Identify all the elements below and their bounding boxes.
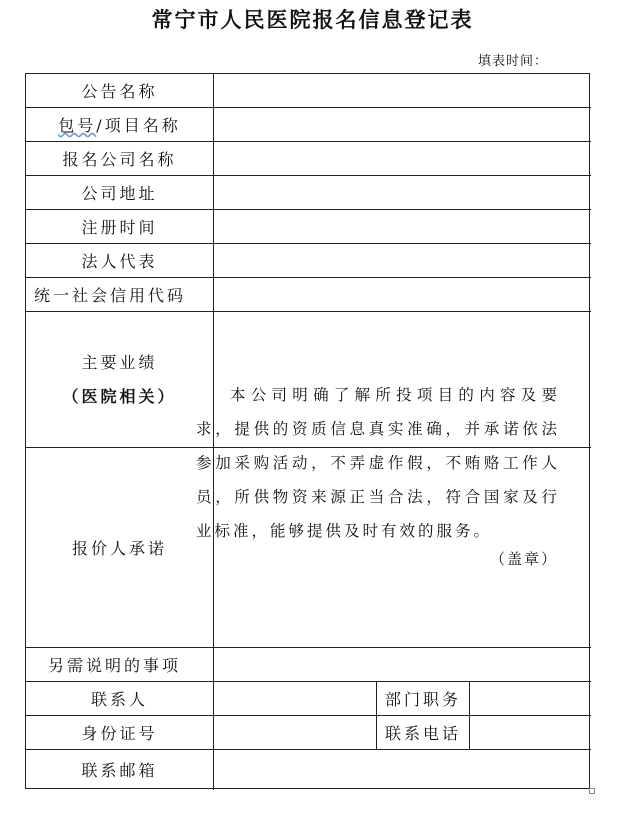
notice-name-field[interactable] (214, 74, 591, 107)
label-company-name: 报名公司名称 (62, 150, 177, 169)
label-contact-phone: 联系电话 (384, 724, 461, 743)
seal-label: （盖章） (490, 550, 559, 568)
fill-time-label: 填表时间： (478, 54, 549, 69)
label-legal-representative: 法人代表 (81, 252, 158, 271)
contact-person-field[interactable] (214, 682, 376, 715)
registration-time-field[interactable] (214, 210, 591, 243)
label-package-prefix: 包号 (58, 116, 97, 135)
label-quoter-promise: 报价人承诺 (71, 539, 167, 558)
label-id-number: 身份证号 (81, 724, 158, 743)
id-number-field[interactable] (214, 716, 376, 749)
label-company-address: 公司地址 (81, 184, 158, 203)
other-notes-field[interactable] (214, 648, 591, 681)
table-corner-marker (589, 788, 595, 794)
package-project-field[interactable] (214, 108, 591, 141)
label-other-notes: 另需说明的事项 (48, 656, 182, 675)
promise-text: 本公司明确了解所投项目的内容及要求，提供的资质信息真实准确，并承诺依法参加采购活动，不弄虚作假，不贿赂工作人员，所供物资来源正当合法，符合国家及行业标准，能够提供及时有效的服务。 (196, 386, 560, 540)
contact-phone-field[interactable] (470, 716, 591, 749)
company-address-field[interactable] (214, 176, 591, 209)
promise-statement (196, 378, 560, 548)
label-registration-time: 注册时间 (81, 218, 158, 237)
label-package-project (26, 108, 213, 141)
label-main-performance-group (26, 312, 213, 447)
credit-code-field[interactable] (214, 278, 591, 311)
legal-representative-field[interactable] (214, 244, 591, 277)
label-hospital-related: （医院相关） (62, 386, 177, 406)
label-notice-name: 公告名称 (81, 82, 158, 101)
label-credit-code: 统一社会信用代码 (34, 286, 187, 305)
dept-position-field[interactable] (470, 682, 591, 715)
label-contact-email: 联系邮箱 (81, 760, 158, 780)
contact-email-field[interactable] (214, 750, 591, 788)
label-dept-position: 部门职务 (384, 690, 461, 709)
label-contact-person: 联系人 (90, 690, 148, 709)
company-name-field[interactable] (214, 142, 591, 175)
label-main-performance: 主要业绩 (81, 352, 158, 372)
label-project-name: /项目名称 (96, 116, 181, 135)
form-title: 常宁市人民医院报名信息登记表 (151, 7, 474, 32)
